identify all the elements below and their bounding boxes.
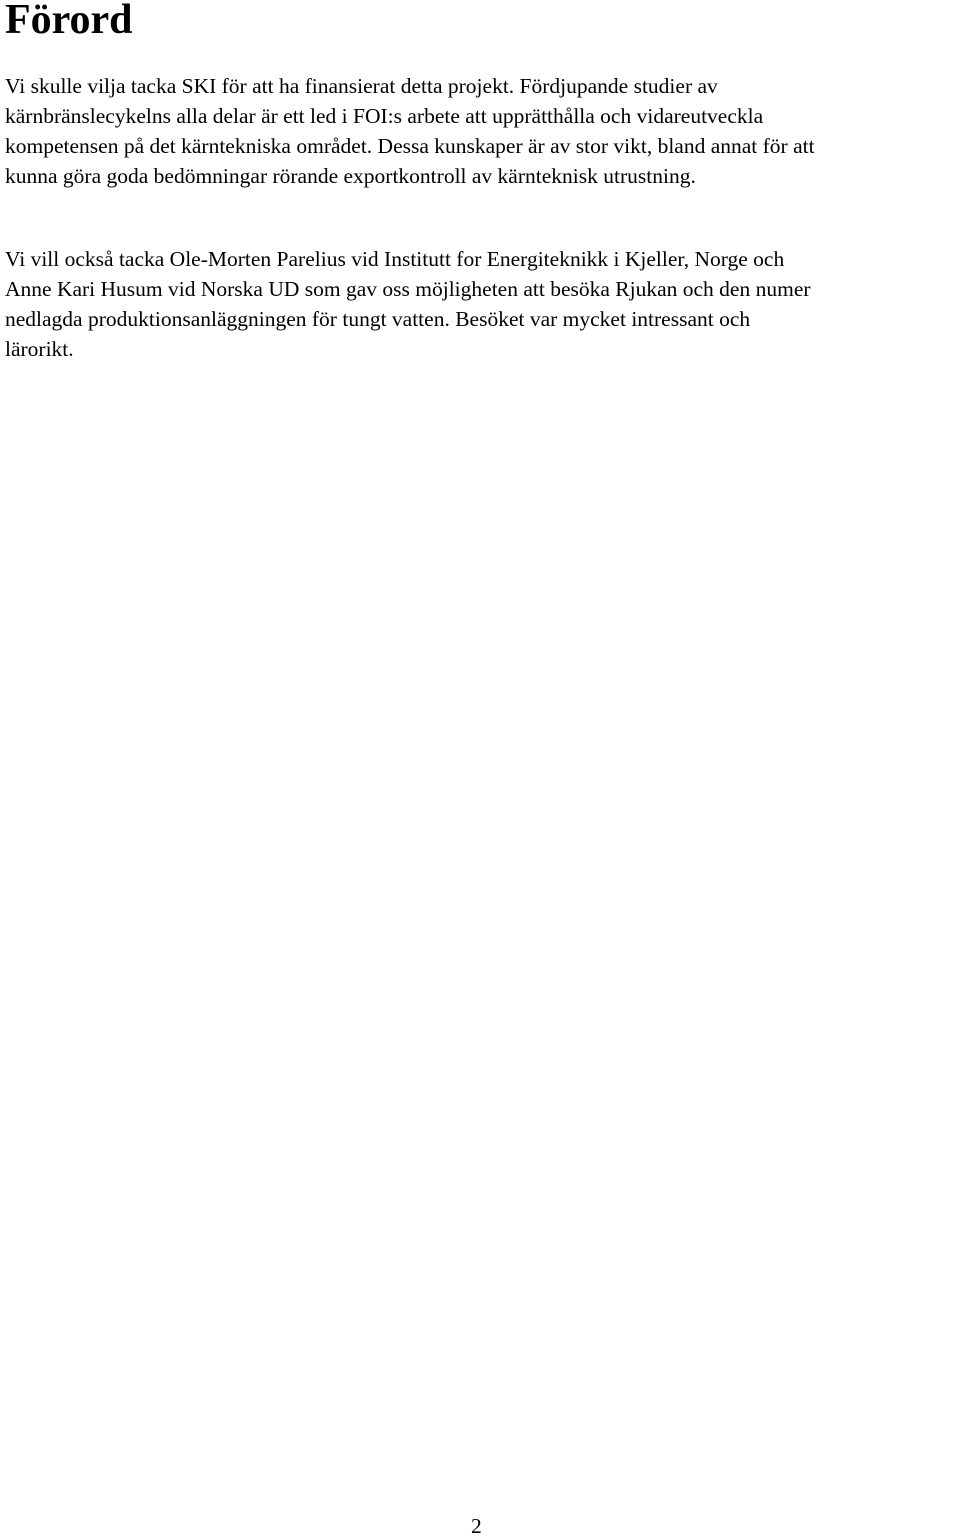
paragraph-line: Vi skulle vilja tacka SKI för att ha finansierat detta projekt. Fördjupande studier av xyxy=(5,74,718,98)
paragraph-line: nedlagda produktionsanläggningen för tungt vatten. Besöket var mycket intressant och xyxy=(5,307,751,331)
page-number: 2 xyxy=(471,1514,482,1538)
page-title: Förord xyxy=(5,0,133,43)
paragraph-line: kärnbränslecykelns alla delar är ett led i FOI:s arbete att upprätthålla och vidareutveckla xyxy=(5,104,764,128)
paragraph-line: kompetensen på det kärntekniska området. Dessa kunskaper är av stor vikt, bland annat för att xyxy=(5,134,815,158)
paragraph-line: kunna göra goda bedömningar rörande exportkontroll av kärnteknisk utrustning. xyxy=(5,164,696,188)
paragraph-line: Vi vill också tacka Ole-Morten Parelius vid Institutt for Energiteknikk i Kjeller, Norge och xyxy=(5,247,785,271)
acknowledgement-paragraph-2 xyxy=(5,244,960,364)
paragraph-line: lärorikt. xyxy=(5,337,74,361)
paragraph-line: Anne Kari Husum vid Norska UD som gav oss möjligheten att besöka Rjukan och den numer xyxy=(5,277,811,301)
acknowledgement-paragraph-1 xyxy=(5,71,960,191)
